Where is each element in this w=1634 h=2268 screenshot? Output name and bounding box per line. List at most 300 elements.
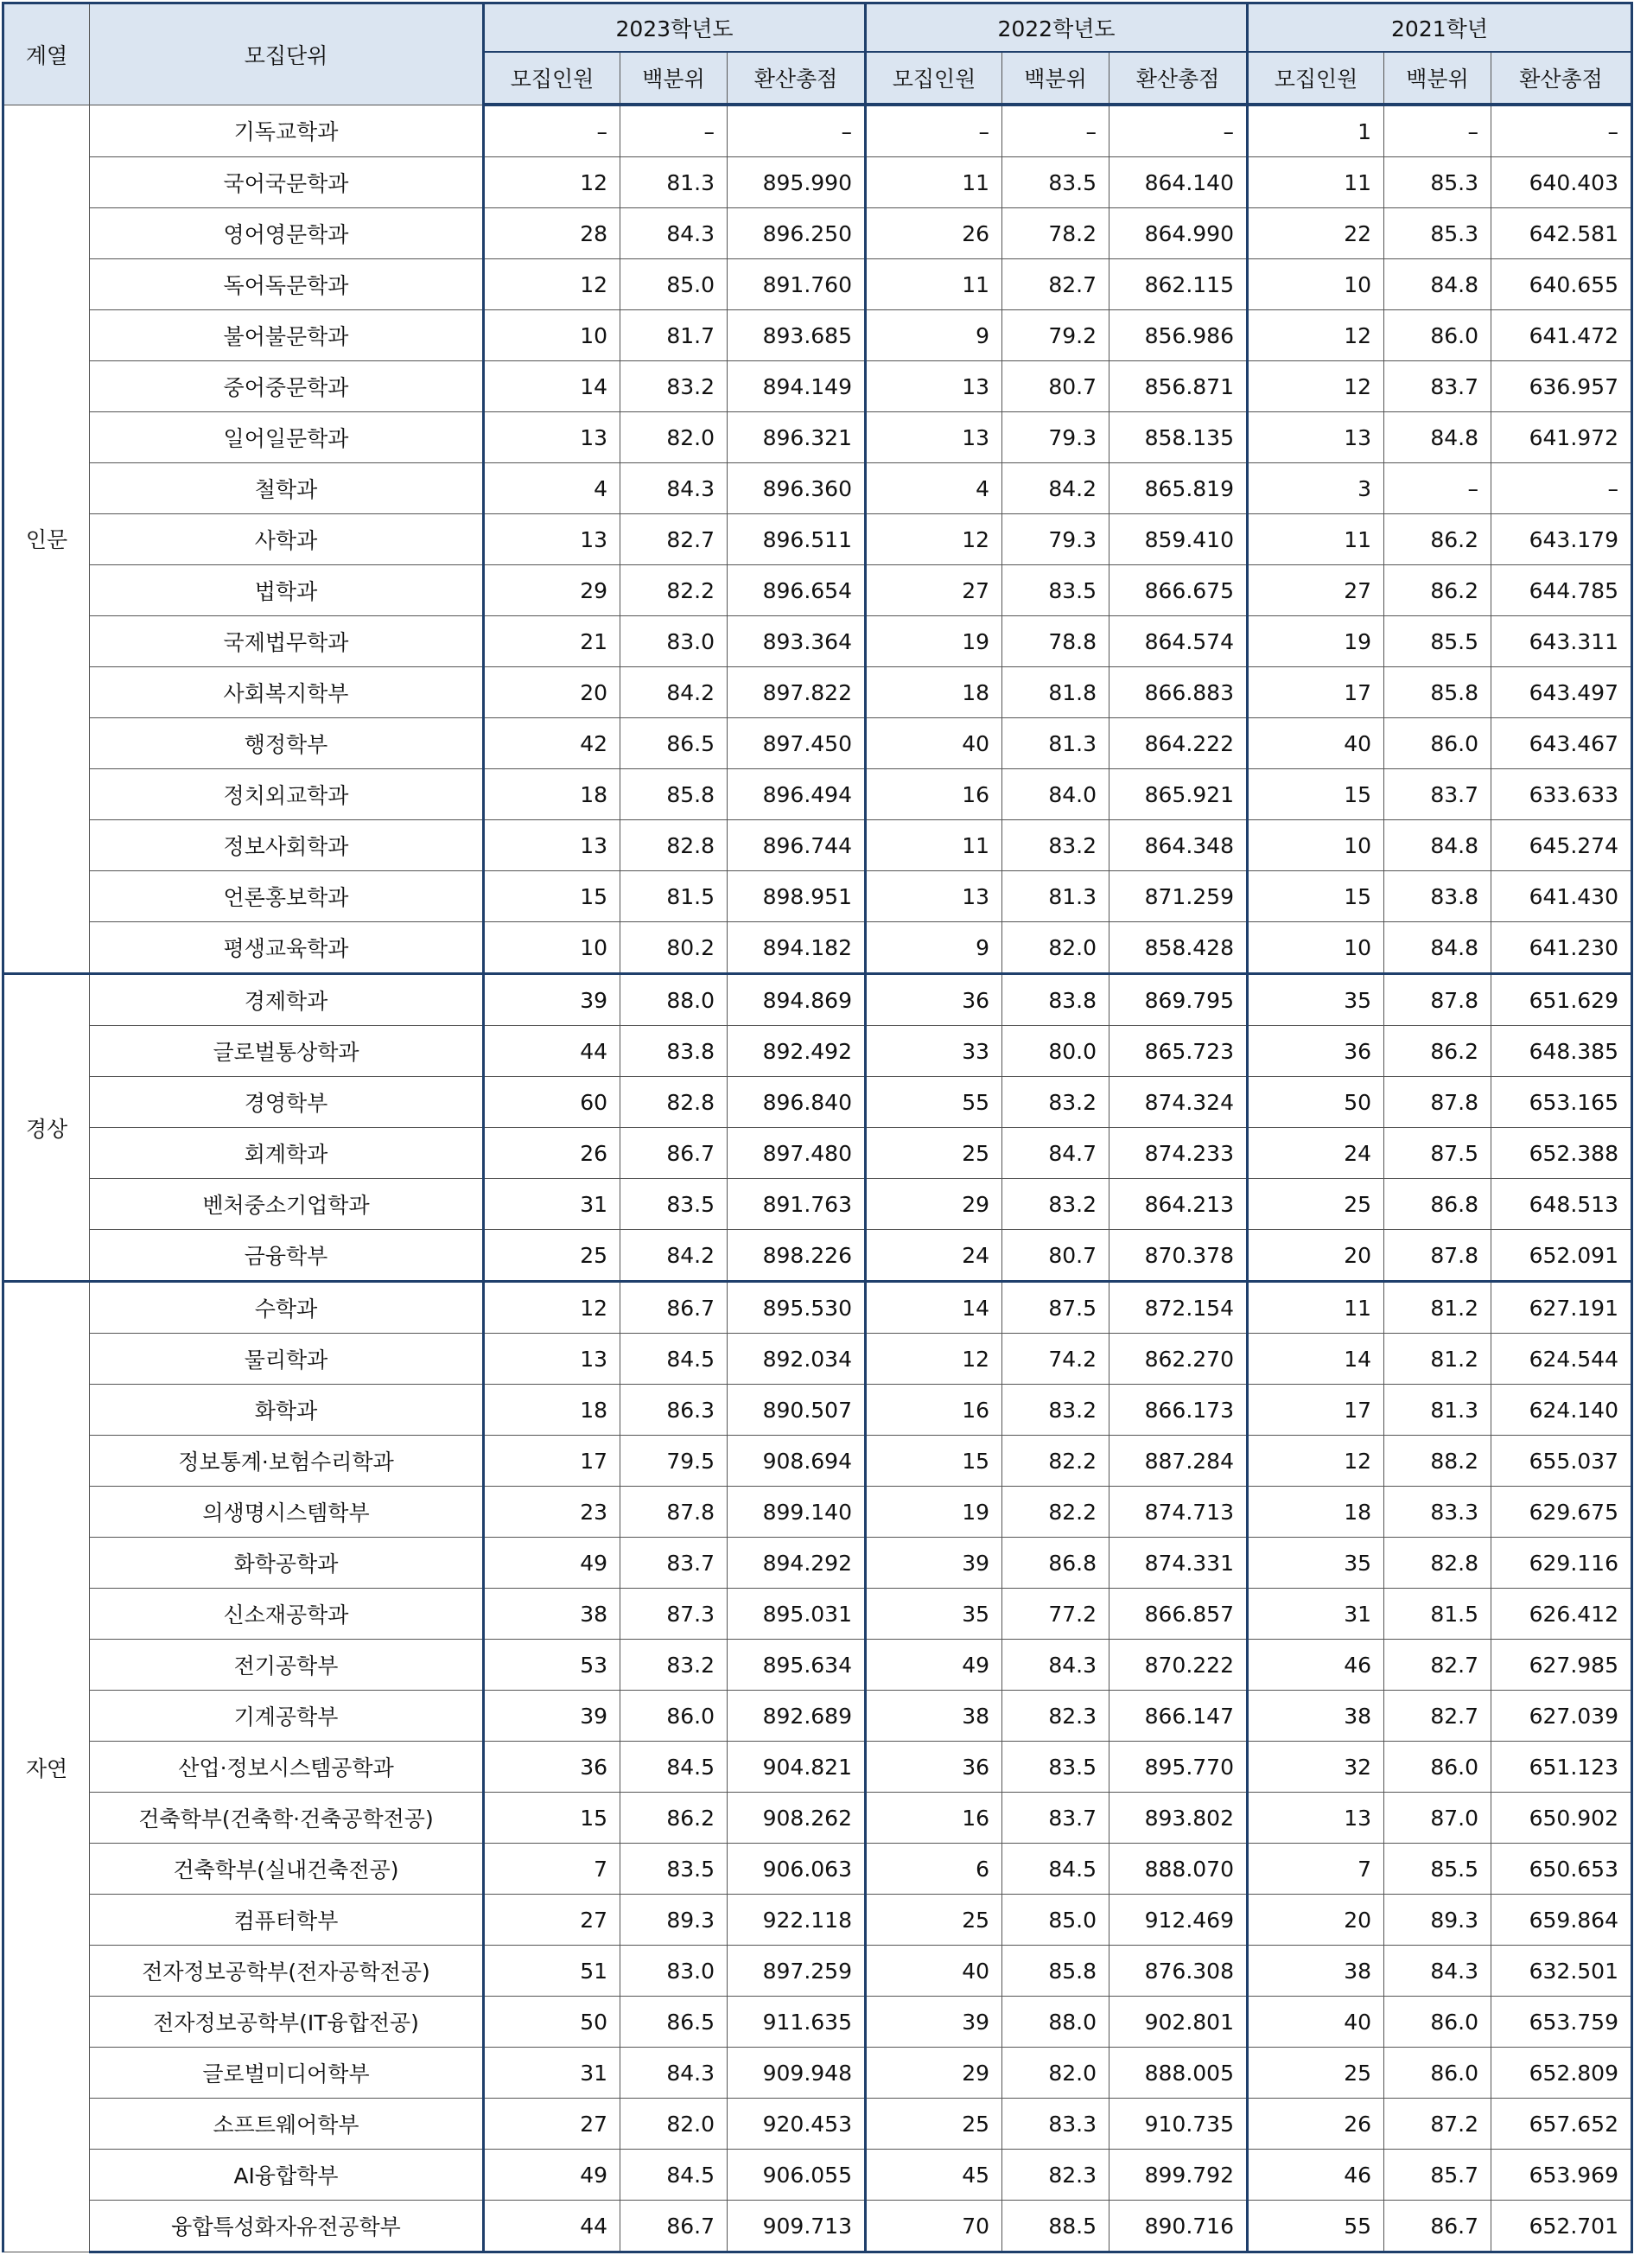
percentile-cell: 83.5: [1002, 157, 1109, 208]
count-cell: 29: [484, 565, 620, 616]
score-cell: 874.331: [1109, 1538, 1248, 1589]
count-cell: 13: [484, 514, 620, 565]
count-cell: 14: [1248, 1334, 1384, 1385]
unit-name-cell: 정보통계·보험수리학과: [90, 1436, 484, 1487]
percentile-cell: 83.2: [1002, 1077, 1109, 1128]
count-cell: 26: [1248, 2099, 1384, 2150]
score-cell: 640.655: [1491, 259, 1632, 310]
count-cell: 13: [866, 412, 1002, 463]
table-row: [3, 1128, 1632, 1179]
score-cell: 870.222: [1109, 1640, 1248, 1691]
percentile-cell: 84.3: [620, 208, 728, 259]
table-row: [3, 208, 1632, 259]
count-cell: 27: [484, 1895, 620, 1946]
score-cell: 896.654: [728, 565, 866, 616]
percentile-cell: 86.8: [1384, 1179, 1491, 1230]
score-cell: 902.801: [1109, 1997, 1248, 2048]
percentile-cell: 81.3: [1002, 718, 1109, 769]
percentile-cell: 80.2: [620, 922, 728, 974]
percentile-cell: 82.7: [620, 514, 728, 565]
table-row: [3, 105, 1632, 157]
score-cell: 910.735: [1109, 2099, 1248, 2150]
count-cell: 15: [484, 1793, 620, 1844]
score-cell: 627.191: [1491, 1282, 1632, 1334]
score-cell: 866.883: [1109, 667, 1248, 718]
count-cell: 13: [1248, 412, 1384, 463]
score-cell: 869.795: [1109, 974, 1248, 1026]
count-cell: 11: [866, 157, 1002, 208]
score-cell: 876.308: [1109, 1946, 1248, 1997]
count-cell: 36: [1248, 1026, 1384, 1077]
score-cell: 862.270: [1109, 1334, 1248, 1385]
percentile-cell: 85.7: [1384, 2150, 1491, 2201]
score-cell: 632.501: [1491, 1946, 1632, 1997]
count-cell: 10: [484, 922, 620, 974]
count-cell: 35: [1248, 1538, 1384, 1589]
score-cell: –: [1109, 105, 1248, 157]
table-row: [3, 1844, 1632, 1895]
percentile-cell: 83.2: [1002, 1179, 1109, 1230]
unit-name-cell: 의생명시스템학부: [90, 1487, 484, 1538]
score-cell: 633.633: [1491, 769, 1632, 820]
count-cell: 25: [866, 2099, 1002, 2150]
score-cell: 892.492: [728, 1026, 866, 1077]
unit-name-cell: 중어중문학과: [90, 361, 484, 412]
table-row: [3, 1282, 1632, 1334]
unit-name-cell: 금융학부: [90, 1230, 484, 1282]
score-cell: 899.792: [1109, 2150, 1248, 2201]
score-cell: 643.467: [1491, 718, 1632, 769]
percentile-cell: 83.7: [620, 1538, 728, 1589]
count-cell: 9: [866, 922, 1002, 974]
percentile-cell: 84.3: [1002, 1640, 1109, 1691]
score-cell: 652.091: [1491, 1230, 1632, 1282]
count-cell: 4: [484, 463, 620, 514]
percentile-cell: 82.7: [1384, 1640, 1491, 1691]
percentile-cell: 86.7: [620, 1282, 728, 1334]
unit-name-cell: 영어영문학과: [90, 208, 484, 259]
count-cell: 25: [1248, 1179, 1384, 1230]
count-cell: 27: [484, 2099, 620, 2150]
percentile-cell: 87.8: [1384, 1077, 1491, 1128]
table-row: [3, 2201, 1632, 2252]
unit-name-cell: 수학과: [90, 1282, 484, 1334]
percentile-cell: 84.8: [1384, 820, 1491, 871]
percentile-cell: 81.8: [1002, 667, 1109, 718]
percentile-cell: 84.8: [1384, 259, 1491, 310]
score-cell: 652.809: [1491, 2048, 1632, 2099]
count-cell: 10: [484, 310, 620, 361]
count-cell: 20: [1248, 1230, 1384, 1282]
score-cell: 629.675: [1491, 1487, 1632, 1538]
score-cell: 894.292: [728, 1538, 866, 1589]
count-cell: 40: [1248, 718, 1384, 769]
score-cell: 896.494: [728, 769, 866, 820]
score-cell: 862.115: [1109, 259, 1248, 310]
table-row: [3, 667, 1632, 718]
score-cell: 894.149: [728, 361, 866, 412]
score-cell: 922.118: [728, 1895, 866, 1946]
count-cell: 17: [1248, 667, 1384, 718]
count-cell: 46: [1248, 2150, 1384, 2201]
percentile-cell: 87.3: [620, 1589, 728, 1640]
table-row: [3, 1077, 1632, 1128]
score-cell: 895.770: [1109, 1742, 1248, 1793]
score-cell: 640.403: [1491, 157, 1632, 208]
table-row: [3, 157, 1632, 208]
score-cell: 864.140: [1109, 157, 1248, 208]
percentile-cell: 84.3: [1384, 1946, 1491, 1997]
percentile-cell: 86.8: [1002, 1538, 1109, 1589]
count-cell: –: [484, 105, 620, 157]
count-cell: 6: [866, 1844, 1002, 1895]
score-cell: 897.259: [728, 1946, 866, 1997]
percentile-cell: –: [620, 105, 728, 157]
unit-name-cell: 정보사회학과: [90, 820, 484, 871]
score-cell: 858.135: [1109, 412, 1248, 463]
count-cell: 33: [866, 1026, 1002, 1077]
unit-name-cell: 신소재공학과: [90, 1589, 484, 1640]
score-cell: 653.759: [1491, 1997, 1632, 2048]
count-cell: 51: [484, 1946, 620, 1997]
count-cell: 19: [866, 616, 1002, 667]
percentile-cell: 82.0: [620, 412, 728, 463]
count-cell: 12: [484, 259, 620, 310]
table-row: [3, 1179, 1632, 1230]
count-cell: 31: [484, 1179, 620, 1230]
table-row: [3, 1334, 1632, 1385]
percentile-cell: 78.8: [1002, 616, 1109, 667]
table-row: [3, 361, 1632, 412]
percentile-cell: 89.3: [1384, 1895, 1491, 1946]
count-cell: –: [866, 105, 1002, 157]
score-cell: 898.951: [728, 871, 866, 922]
percentile-cell: 83.8: [1384, 871, 1491, 922]
score-cell: 896.511: [728, 514, 866, 565]
unit-name-cell: 법학과: [90, 565, 484, 616]
score-cell: 892.689: [728, 1691, 866, 1742]
percentile-cell: 85.5: [1384, 616, 1491, 667]
header-category: 계열: [3, 3, 90, 105]
count-cell: 25: [484, 1230, 620, 1282]
count-cell: 25: [866, 1128, 1002, 1179]
score-cell: 864.222: [1109, 718, 1248, 769]
count-cell: 10: [1248, 259, 1384, 310]
score-cell: 906.063: [728, 1844, 866, 1895]
percentile-cell: 81.7: [620, 310, 728, 361]
score-cell: 650.902: [1491, 1793, 1632, 1844]
table-row: [3, 2048, 1632, 2099]
count-cell: 11: [1248, 157, 1384, 208]
count-cell: 15: [1248, 769, 1384, 820]
unit-name-cell: 사회복지학부: [90, 667, 484, 718]
score-cell: 920.453: [728, 2099, 866, 2150]
unit-name-cell: 화학공학과: [90, 1538, 484, 1589]
count-cell: 44: [484, 2201, 620, 2252]
count-cell: 15: [866, 1436, 1002, 1487]
count-cell: 35: [1248, 974, 1384, 1026]
count-cell: 36: [866, 1742, 1002, 1793]
percentile-cell: 80.0: [1002, 1026, 1109, 1077]
count-cell: 13: [866, 871, 1002, 922]
count-cell: 12: [484, 1282, 620, 1334]
score-cell: 897.822: [728, 667, 866, 718]
unit-name-cell: 회계학과: [90, 1128, 484, 1179]
percentile-cell: 84.8: [1384, 922, 1491, 974]
score-cell: 641.972: [1491, 412, 1632, 463]
count-cell: 20: [484, 667, 620, 718]
score-cell: 624.140: [1491, 1385, 1632, 1436]
score-cell: –: [1491, 463, 1632, 514]
table-row: [3, 259, 1632, 310]
count-cell: 26: [484, 1128, 620, 1179]
unit-name-cell: 화학과: [90, 1385, 484, 1436]
count-cell: 11: [866, 820, 1002, 871]
score-cell: 858.428: [1109, 922, 1248, 974]
score-cell: 643.497: [1491, 667, 1632, 718]
percentile-cell: 82.0: [620, 2099, 728, 2150]
count-cell: 11: [866, 259, 1002, 310]
count-cell: 18: [1248, 1487, 1384, 1538]
table-row: [3, 1691, 1632, 1742]
percentile-cell: 86.5: [620, 1997, 728, 2048]
table-row: [3, 310, 1632, 361]
count-cell: 36: [484, 1742, 620, 1793]
count-cell: 46: [1248, 1640, 1384, 1691]
score-cell: 636.957: [1491, 361, 1632, 412]
score-cell: 893.364: [728, 616, 866, 667]
percentile-cell: 83.2: [1002, 820, 1109, 871]
table-row: [3, 974, 1632, 1026]
score-cell: 641.230: [1491, 922, 1632, 974]
percentile-cell: 85.3: [1384, 157, 1491, 208]
percentile-cell: 88.0: [620, 974, 728, 1026]
unit-name-cell: 불어불문학과: [90, 310, 484, 361]
score-cell: 895.031: [728, 1589, 866, 1640]
count-cell: 39: [866, 1538, 1002, 1589]
percentile-cell: 84.3: [620, 2048, 728, 2099]
score-cell: 912.469: [1109, 1895, 1248, 1946]
percentile-cell: 81.3: [620, 157, 728, 208]
score-cell: 874.713: [1109, 1487, 1248, 1538]
percentile-cell: 84.5: [620, 1742, 728, 1793]
percentile-cell: 85.8: [1384, 667, 1491, 718]
percentile-cell: 81.3: [1002, 871, 1109, 922]
count-cell: 55: [866, 1077, 1002, 1128]
count-cell: 12: [866, 1334, 1002, 1385]
header-sub-score: 환산총점: [1109, 52, 1248, 105]
count-cell: 22: [1248, 208, 1384, 259]
percentile-cell: 82.3: [1002, 2150, 1109, 2201]
count-cell: 19: [1248, 616, 1384, 667]
percentile-cell: 84.5: [1002, 1844, 1109, 1895]
table-row: [3, 2099, 1632, 2150]
count-cell: 17: [484, 1436, 620, 1487]
percentile-cell: 82.8: [620, 1077, 728, 1128]
score-cell: 896.321: [728, 412, 866, 463]
unit-name-cell: 행정학부: [90, 718, 484, 769]
percentile-cell: 87.0: [1384, 1793, 1491, 1844]
header-sub-count: 모집인원: [1248, 52, 1384, 105]
percentile-cell: 84.7: [1002, 1128, 1109, 1179]
score-cell: 890.716: [1109, 2201, 1248, 2252]
count-cell: 19: [866, 1487, 1002, 1538]
table-row: [3, 769, 1632, 820]
score-cell: 870.378: [1109, 1230, 1248, 1282]
count-cell: 12: [484, 157, 620, 208]
percentile-cell: 85.8: [1002, 1946, 1109, 1997]
count-cell: 42: [484, 718, 620, 769]
score-cell: 624.544: [1491, 1334, 1632, 1385]
score-cell: 655.037: [1491, 1436, 1632, 1487]
score-cell: 653.969: [1491, 2150, 1632, 2201]
unit-name-cell: 철학과: [90, 463, 484, 514]
table-row: [3, 922, 1632, 974]
percentile-cell: 79.3: [1002, 514, 1109, 565]
score-cell: 864.574: [1109, 616, 1248, 667]
percentile-cell: 86.0: [1384, 1997, 1491, 2048]
percentile-cell: 74.2: [1002, 1334, 1109, 1385]
percentile-cell: 83.2: [1002, 1385, 1109, 1436]
count-cell: 40: [866, 718, 1002, 769]
percentile-cell: 86.0: [1384, 718, 1491, 769]
percentile-cell: 83.7: [1384, 361, 1491, 412]
percentile-cell: 79.3: [1002, 412, 1109, 463]
percentile-cell: 82.8: [620, 820, 728, 871]
percentile-cell: 86.7: [620, 1128, 728, 1179]
count-cell: 15: [484, 871, 620, 922]
unit-name-cell: 기독교학과: [90, 105, 484, 157]
percentile-cell: 88.5: [1002, 2201, 1109, 2252]
count-cell: 39: [484, 1691, 620, 1742]
score-cell: –: [728, 105, 866, 157]
percentile-cell: 84.0: [1002, 769, 1109, 820]
count-cell: 9: [866, 310, 1002, 361]
header-year-2021: 2021학년: [1248, 3, 1632, 53]
score-cell: 864.348: [1109, 820, 1248, 871]
table-row: [3, 1793, 1632, 1844]
count-cell: 31: [484, 2048, 620, 2099]
header-sub-percentile: 백분위: [1384, 52, 1491, 105]
score-cell: 866.857: [1109, 1589, 1248, 1640]
header-sub-score: 환산총점: [728, 52, 866, 105]
percentile-cell: 83.8: [620, 1026, 728, 1077]
unit-name-cell: 전기공학부: [90, 1640, 484, 1691]
percentile-cell: 80.7: [1002, 361, 1109, 412]
table-row: [3, 565, 1632, 616]
score-cell: 859.410: [1109, 514, 1248, 565]
table-row: [3, 1895, 1632, 1946]
score-cell: –: [1491, 105, 1632, 157]
count-cell: 23: [484, 1487, 620, 1538]
category-cell: 경상: [3, 974, 90, 1282]
score-cell: 641.430: [1491, 871, 1632, 922]
percentile-cell: 85.8: [620, 769, 728, 820]
percentile-cell: 87.8: [1384, 1230, 1491, 1282]
score-cell: 652.701: [1491, 2201, 1632, 2252]
percentile-cell: 84.5: [620, 1334, 728, 1385]
count-cell: 16: [866, 1385, 1002, 1436]
percentile-cell: 80.7: [1002, 1230, 1109, 1282]
percentile-cell: 84.2: [1002, 463, 1109, 514]
count-cell: 27: [1248, 565, 1384, 616]
percentile-cell: 79.5: [620, 1436, 728, 1487]
score-cell: 648.513: [1491, 1179, 1632, 1230]
score-cell: 895.530: [728, 1282, 866, 1334]
score-cell: 888.070: [1109, 1844, 1248, 1895]
percentile-cell: 82.0: [1002, 922, 1109, 974]
score-cell: 629.116: [1491, 1538, 1632, 1589]
table-row: [3, 1640, 1632, 1691]
count-cell: 13: [866, 361, 1002, 412]
header-sub-count: 모집인원: [484, 52, 620, 105]
percentile-cell: 86.2: [1384, 565, 1491, 616]
count-cell: 38: [866, 1691, 1002, 1742]
score-cell: 627.985: [1491, 1640, 1632, 1691]
percentile-cell: 85.5: [1384, 1844, 1491, 1895]
percentile-cell: 82.2: [620, 565, 728, 616]
score-cell: 651.123: [1491, 1742, 1632, 1793]
percentile-cell: 86.2: [1384, 514, 1491, 565]
count-cell: 16: [866, 1793, 1002, 1844]
score-cell: 908.694: [728, 1436, 866, 1487]
score-cell: 653.165: [1491, 1077, 1632, 1128]
category-cell: 인문: [3, 105, 90, 974]
score-cell: 911.635: [728, 1997, 866, 2048]
table-row: [3, 514, 1632, 565]
admission-results-table: [2, 2, 1633, 2253]
count-cell: 10: [1248, 922, 1384, 974]
unit-name-cell: 글로벌통상학과: [90, 1026, 484, 1077]
percentile-cell: 83.7: [1002, 1793, 1109, 1844]
percentile-cell: 83.5: [1002, 1742, 1109, 1793]
score-cell: 874.233: [1109, 1128, 1248, 1179]
unit-name-cell: AI융합학부: [90, 2150, 484, 2201]
percentile-cell: 82.2: [1002, 1487, 1109, 1538]
count-cell: 49: [484, 1538, 620, 1589]
score-cell: 896.840: [728, 1077, 866, 1128]
score-cell: 864.213: [1109, 1179, 1248, 1230]
header-unit: 모집단위: [90, 3, 484, 105]
score-cell: 894.869: [728, 974, 866, 1026]
table-row: [3, 1997, 1632, 2048]
header-year-2023: 2023학년도: [484, 3, 866, 53]
percentile-cell: 84.5: [620, 2150, 728, 2201]
score-cell: 643.311: [1491, 616, 1632, 667]
score-cell: 627.039: [1491, 1691, 1632, 1742]
count-cell: 31: [1248, 1589, 1384, 1640]
percentile-cell: 86.7: [1384, 2201, 1491, 2252]
table-body: [3, 105, 1632, 2252]
score-cell: 895.990: [728, 157, 866, 208]
score-cell: 894.182: [728, 922, 866, 974]
count-cell: 28: [484, 208, 620, 259]
percentile-cell: 86.5: [620, 718, 728, 769]
count-cell: 18: [484, 769, 620, 820]
percentile-cell: 82.7: [1002, 259, 1109, 310]
count-cell: 50: [1248, 1077, 1384, 1128]
percentile-cell: 86.0: [1384, 310, 1491, 361]
score-cell: 865.723: [1109, 1026, 1248, 1077]
unit-name-cell: 경영학부: [90, 1077, 484, 1128]
percentile-cell: 78.2: [1002, 208, 1109, 259]
percentile-cell: 84.3: [620, 463, 728, 514]
count-cell: 45: [866, 2150, 1002, 2201]
percentile-cell: –: [1384, 105, 1491, 157]
percentile-cell: 84.2: [620, 667, 728, 718]
score-cell: 652.388: [1491, 1128, 1632, 1179]
count-cell: 38: [484, 1589, 620, 1640]
